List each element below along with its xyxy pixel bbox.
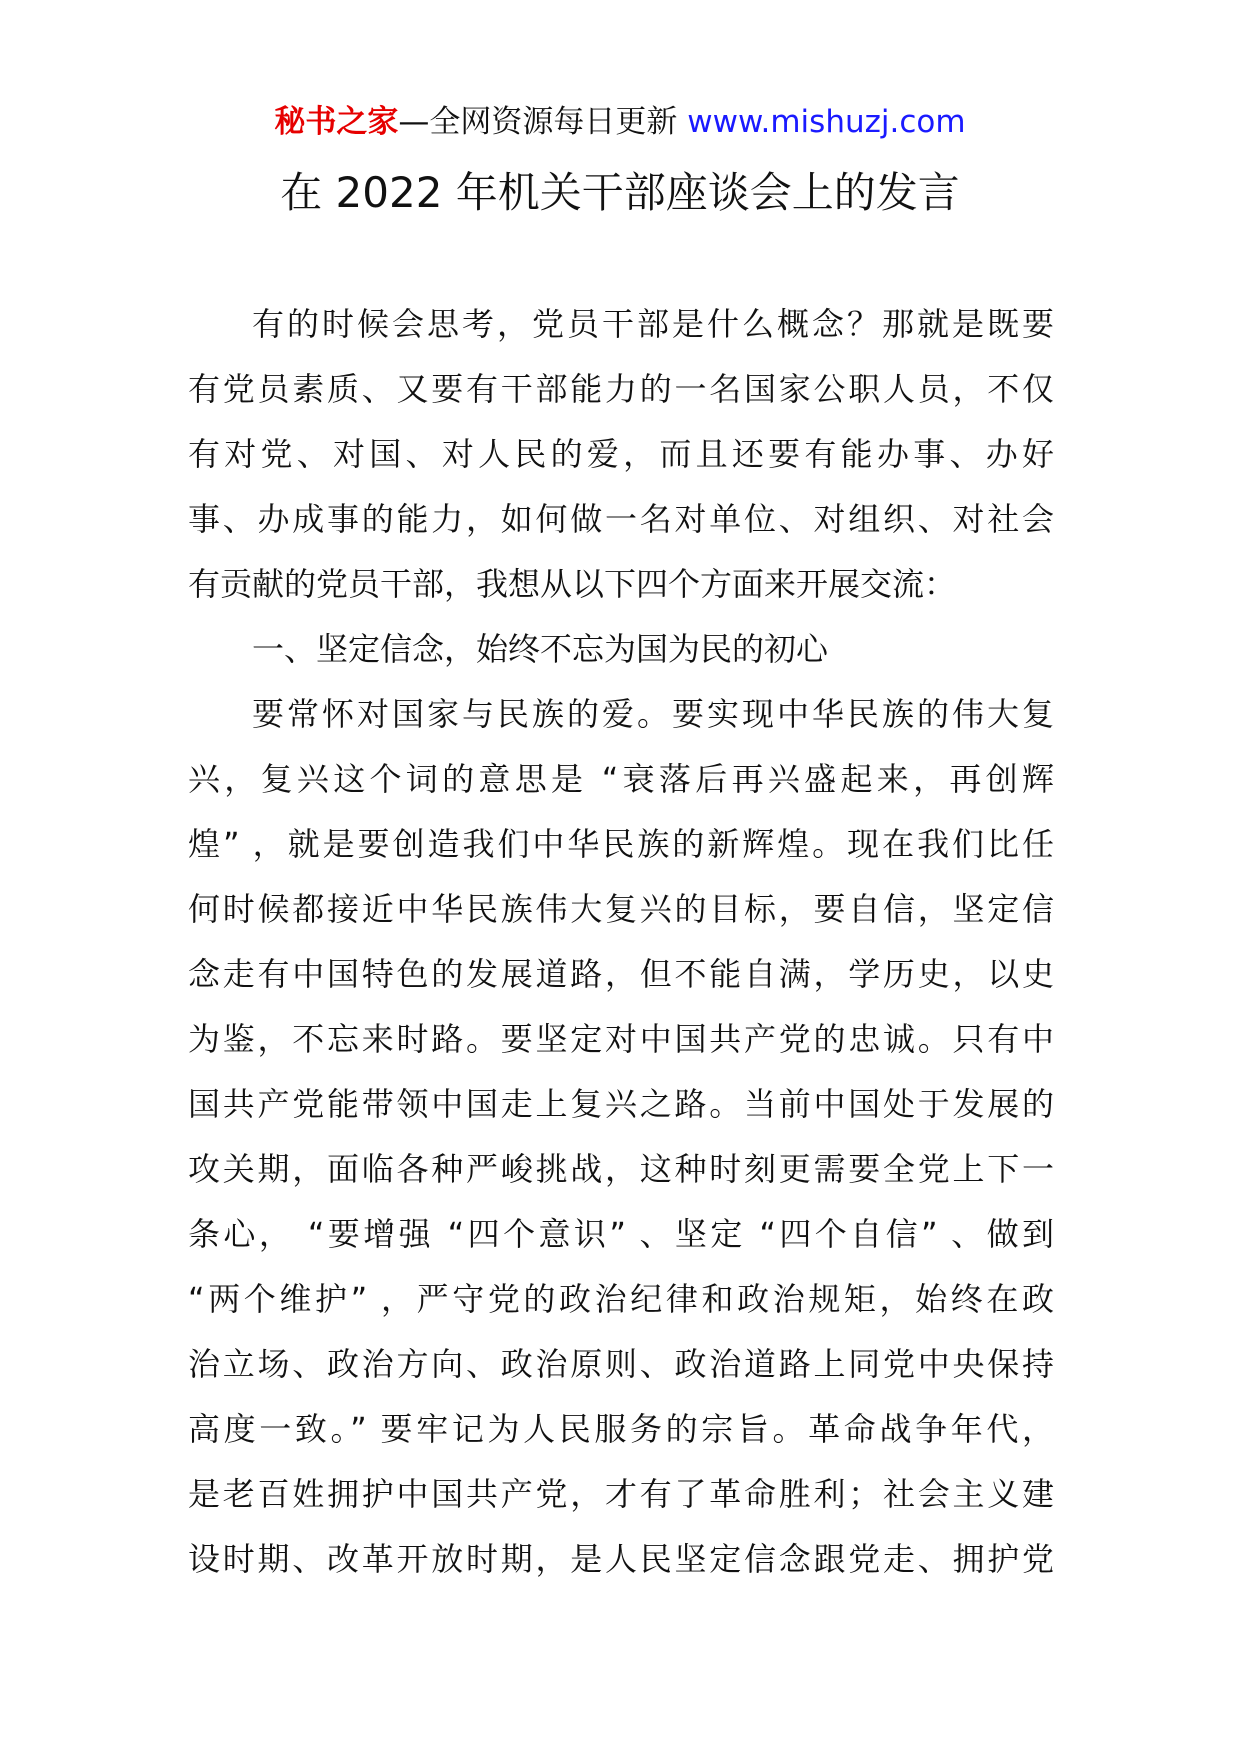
paragraph-line: 国共产党能带领中国走上复兴之路。当前中国处于发展的: [188, 1085, 1054, 1123]
paragraph-line: 为鉴，不忘来时路。要坚定对中国共产党的忠诚。只有中: [188, 1020, 1054, 1058]
paragraph-line: 有党员素质、又要有干部能力的一名国家公职人员，不仅: [188, 370, 1054, 408]
paragraph-line: 高度一致。” 要牢记为人民服务的宗旨。革命战争年代，: [188, 1410, 1054, 1448]
paragraph-line: 兴，复兴这个词的意思是 “衰落后再兴盛起来，再创辉: [188, 760, 1054, 798]
paragraph-line: 条心， “要增强 “四个意识” 、坚定 “四个自信” 、做到: [188, 1215, 1054, 1253]
paragraph-line: 有贡献的党员干部，我想从以下四个方面来开展交流：: [188, 565, 957, 603]
watermark-header: [0, 100, 1240, 144]
paragraph-line: 有对党、对国、对人民的爱，而且还要有能办事、办好: [188, 435, 1054, 473]
paragraph-line: 是老百姓拥护中国共产党，才有了革命胜利；社会主义建: [188, 1475, 1054, 1513]
document-title: 在 2022 年机关干部座谈会上的发言: [280, 168, 960, 217]
paragraph-line: 事、办成事的能力，如何做一名对单位、对组织、对社会: [188, 500, 1054, 538]
paragraph-line: 念走有中国特色的发展道路，但不能自满，学历史，以史: [188, 955, 1054, 993]
document-body: [188, 292, 1054, 1592]
paragraph-line: “两个维护” ，严守党的政治纪律和政治规矩，始终在政: [188, 1280, 1054, 1318]
paragraph-line: 攻关期，面临各种严峻挑战，这种时刻更需要全党上下一: [188, 1150, 1054, 1188]
paragraph-line: 治立场、政治方向、政治原则、政治道路上同党中央保持: [188, 1345, 1054, 1383]
paragraph-line: 要常怀对国家与民族的爱。要实现中华民族的伟大复: [252, 695, 1054, 733]
header-brand: 秘书之家: [274, 104, 399, 140]
paragraph-line: 设时期、改革开放时期，是人民坚定信念跟党走、拥护党: [188, 1540, 1054, 1578]
paragraph-line: 煌” ，就是要创造我们中华民族的新辉煌。现在我们比任: [188, 825, 1054, 863]
section-heading: 一、坚定信念，始终不忘为国为民的初心: [252, 630, 829, 668]
paragraph-line: 有的时候会思考，党员干部是什么概念？那就是既要: [252, 305, 1054, 343]
paragraph-line: 何时候都接近中华民族伟大复兴的目标，要自信，坚定信: [188, 890, 1054, 928]
header-tagline: —全网资源每日更新: [398, 104, 678, 140]
header-url-link[interactable]: www.mishuzj.com: [687, 104, 966, 140]
